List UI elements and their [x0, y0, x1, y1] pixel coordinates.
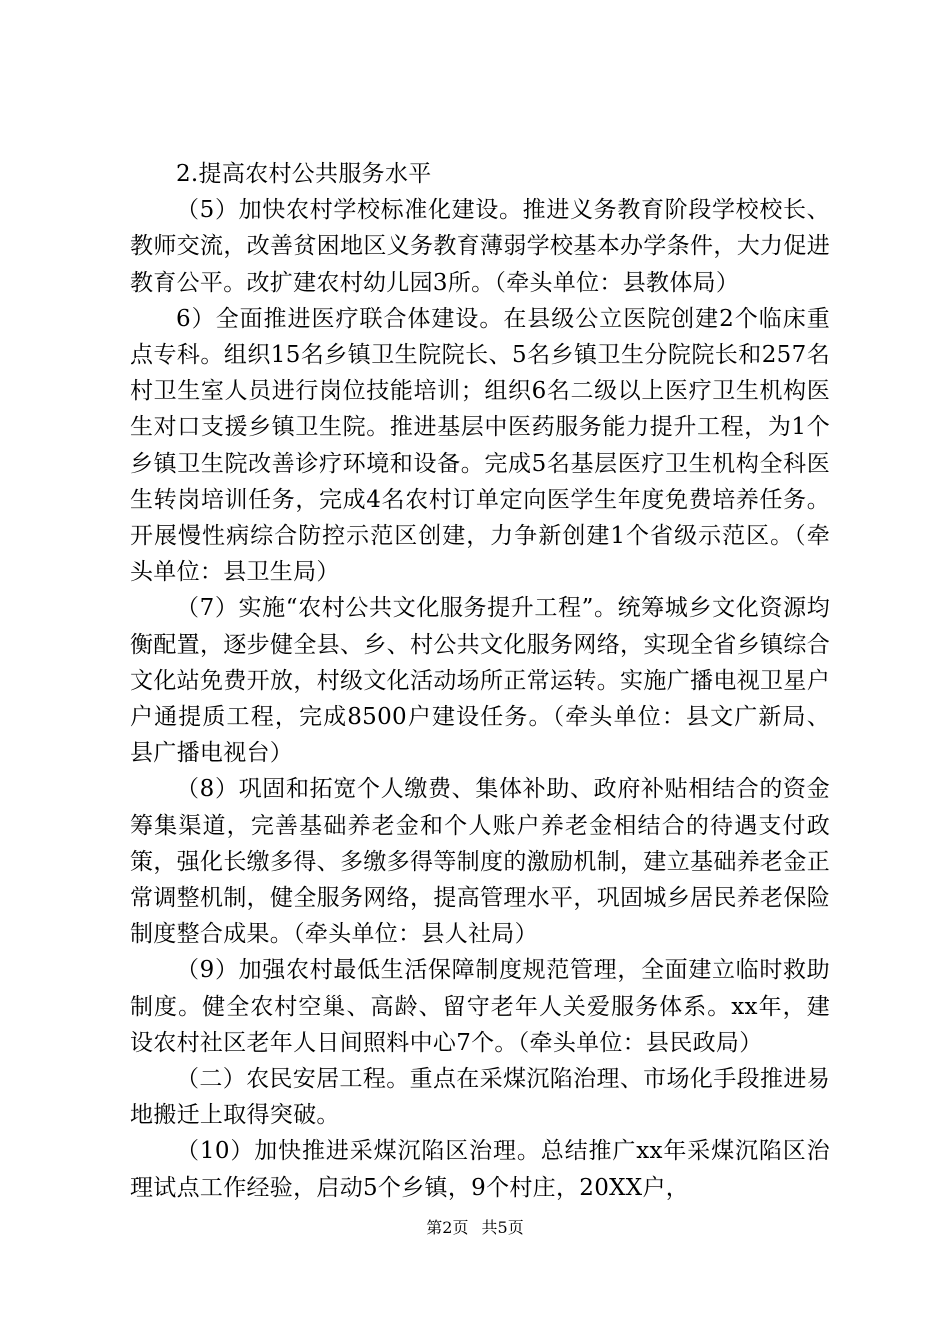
page-number-current: 第2页 — [426, 1218, 469, 1237]
paragraph-subsidence-treatment: （10）加快推进采煤沉陷区治理。总结推广xx年采煤沉陷区治理试点工作经验，启动5个乡镇，9个村庄，20XX户， — [130, 1138, 830, 1201]
paragraph-minimum-living-security: （9）加强农村最低生活保障制度规范管理，全面建立临时救助制度。健全农村空巢、高龄、留守老年人关爱服务体系。xx年，建设农村社区老年人日间照料中心7个。（牵头单位：县民政局） — [130, 957, 830, 1056]
paragraph-pension-insurance: （8）巩固和拓宽个人缴费、集体补助、政府补贴相结合的资金筹集渠道，完善基础养老金和个人账户养老金相结合的待遇支付政策，强化长缴多得、多缴多得等制度的激励机制，建立基础养老金正常调整机制，健全服务网络，提高管理水平，巩固城乡居民养老保险制度整合成果。（牵头单位：县人社局） — [130, 776, 830, 948]
paragraph-farmer-housing: （二）农民安居工程。重点在采煤沉陷治理、市场化手段推进易地搬迁上取得突破。 — [130, 1066, 830, 1129]
paragraph-medical-alliance: 6）全面推进医疗联合体建设。在县级公立医院创建2个临床重点专科。组织15名乡镇卫生院院长、5名乡镇卫生分院院长和257名村卫生室人员进行岗位技能培训；组织6名二级以上医疗卫生机构医生对口支援乡镇卫生院。推进基层中医药服务能力提升工程，为1个乡镇卫生院改善诊疗环境和设备。完成5名基层医疗卫生机构全科医生转岗培训任务，完成4名农村订单定向医学生年度免费培养任务。开展慢性病综合防控示范区创建，力争新创建1个省级示范区。（牵头单位：县卫生局） — [130, 305, 830, 586]
page-footer — [0, 1218, 950, 1238]
paragraph-school-standardization: （5）加快农村学校标准化建设。推进义务教育阶段学校校长、教师交流，改善贫困地区义务教育薄弱学校基本办学条件，大力促进教育公平。改扩建农村幼儿园3所。（牵头单位：县教体局） — [130, 197, 830, 296]
document-body — [130, 156, 830, 1206]
section-heading: 2.提高农村公共服务水平 — [176, 161, 432, 187]
paragraph-public-culture: （7）实施“农村公共文化服务提升工程”。统筹城乡文化资源均衡配置，逐步健全县、乡、村公共文化服务网络，实现全省乡镇综合文化站免费开放，村级文化活动场所正常运转。实施广播电视卫星户户通提质工程，完成8500户建设任务。（牵头单位：县文广新局、县广播电视台） — [130, 595, 830, 767]
page-number-total: 共5页 — [481, 1218, 524, 1237]
